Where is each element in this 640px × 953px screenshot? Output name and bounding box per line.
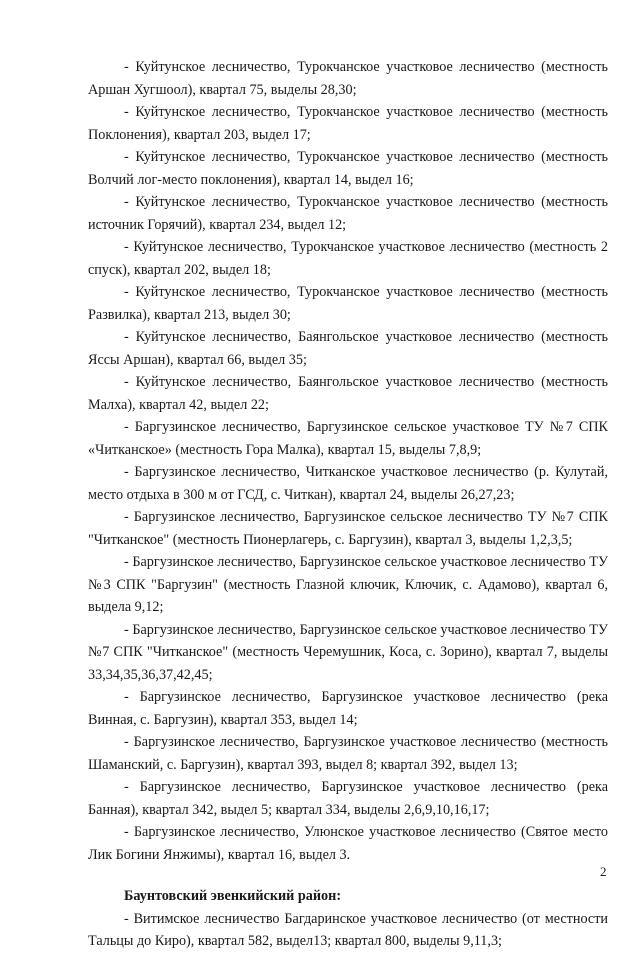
list-item: - Баргузинское лесничество, Улюнское участковое лесничество (Святое место Лик Богини Янжимы), квартал 16, выдел 3. [88, 824, 608, 863]
list-item: - Куйтунское лесничество, Турокчанское участковое лесничество (местность Поклонения), квартал 203, выдел 17; [88, 104, 608, 143]
list-item: - Баргузинское лесничество, Баргузинское сельское участковое лесничество ТУ №7 СПК "Читканское" (местность Черемушник, Коса, с. Зорино), квартал 7, выделы 33,34,35,36,37,42,45; [88, 621, 608, 683]
page-body [88, 56, 608, 953]
list-item: - Баргузинское лесничество, Баргузинское сельское участковое ТУ №7 СПК «Читканское» (местность Гора Малка), квартал 15, выделы 7,8,9; [88, 419, 608, 458]
list-item: - Баргузинское лесничество, Читканское участковое лесничество (р. Кулутай, место отдыха в 300 м от ГСД, с. Читкан), квартал 24, выделы 26,27,23; [88, 464, 608, 503]
section-heading: Баунтовский эвенкийский район: [124, 888, 342, 904]
list-item: - Баргузинское лесничество, Баргузинское участковое лесничество (река Винная, с. Баргузин), квартал 353, выдел 14; [88, 689, 608, 728]
list-item: - Куйтунское лесничество, Турокчанское участковое лесничество (местность 2 спуск), квартал 202, выдел 18; [88, 239, 608, 278]
list-item: - Куйтунское лесничество, Турокчанское участковое лесничество (местность Аршан Хугшоол), квартал 75, выделы 28,30; [88, 59, 608, 98]
list-item: - Куйтунское лесничество, Баянгольское участковое лесничество (местность Яссы Аршан), квартал 66, выдел 35; [88, 329, 608, 368]
list-item: - Баргузинское лесничество, Баргузинское сельское участковое лесничество ТУ №3 СПК "Баргузин" (местность Глазной ключик, Ключик, с. Адамово), квартал 6, выдела 9,12; [88, 554, 608, 615]
list-item: - Куйтунское лесничество, Турокчанское участковое лесничество (местность источник Горячий), квартал 234, выдел 12; [88, 194, 608, 233]
list-item: - Баргузинское лесничество, Баргузинское участковое лесничество (река Банная), квартал 342, выдел 5; квартал 334, выделы 2,6,9,10,16,17; [88, 779, 608, 818]
list-item: - Баргузинское лесничество, Баргузинское участковое лесничество (местность Шаманский, с. Баргузин), квартал 393, выдел 8; квартал 392, выдел 13; [88, 734, 608, 773]
list-item: - Баргузинское лесничество, Баргузинское сельское лесничество ТУ №7 СПК "Читканское" (местность Пионерлагерь, с. Баргузин), квартал 3, выделы 1,2,3,5; [88, 509, 608, 548]
list-item: - Куйтунское лесничество, Баянгольское участковое лесничество (местность Малха), квартал 42, выдел 22; [88, 374, 608, 413]
list-item: - Витимское лесничество Багдаринское участковое лесничество (от местности Тальцы до Киро), квартал 582, выдел13; квартал 800, выделы 9,11,3; [88, 910, 608, 949]
list-item: - Куйтунское лесничество, Турокчанское участковое лесничество (местность Развилка), квартал 213, выдел 30; [88, 284, 608, 323]
list-item: - Куйтунское лесничество, Турокчанское участковое лесничество (местность Волчий лог-место поклонения), квартал 14, выдел 16; [88, 149, 608, 188]
page-number: 2 [600, 864, 607, 879]
